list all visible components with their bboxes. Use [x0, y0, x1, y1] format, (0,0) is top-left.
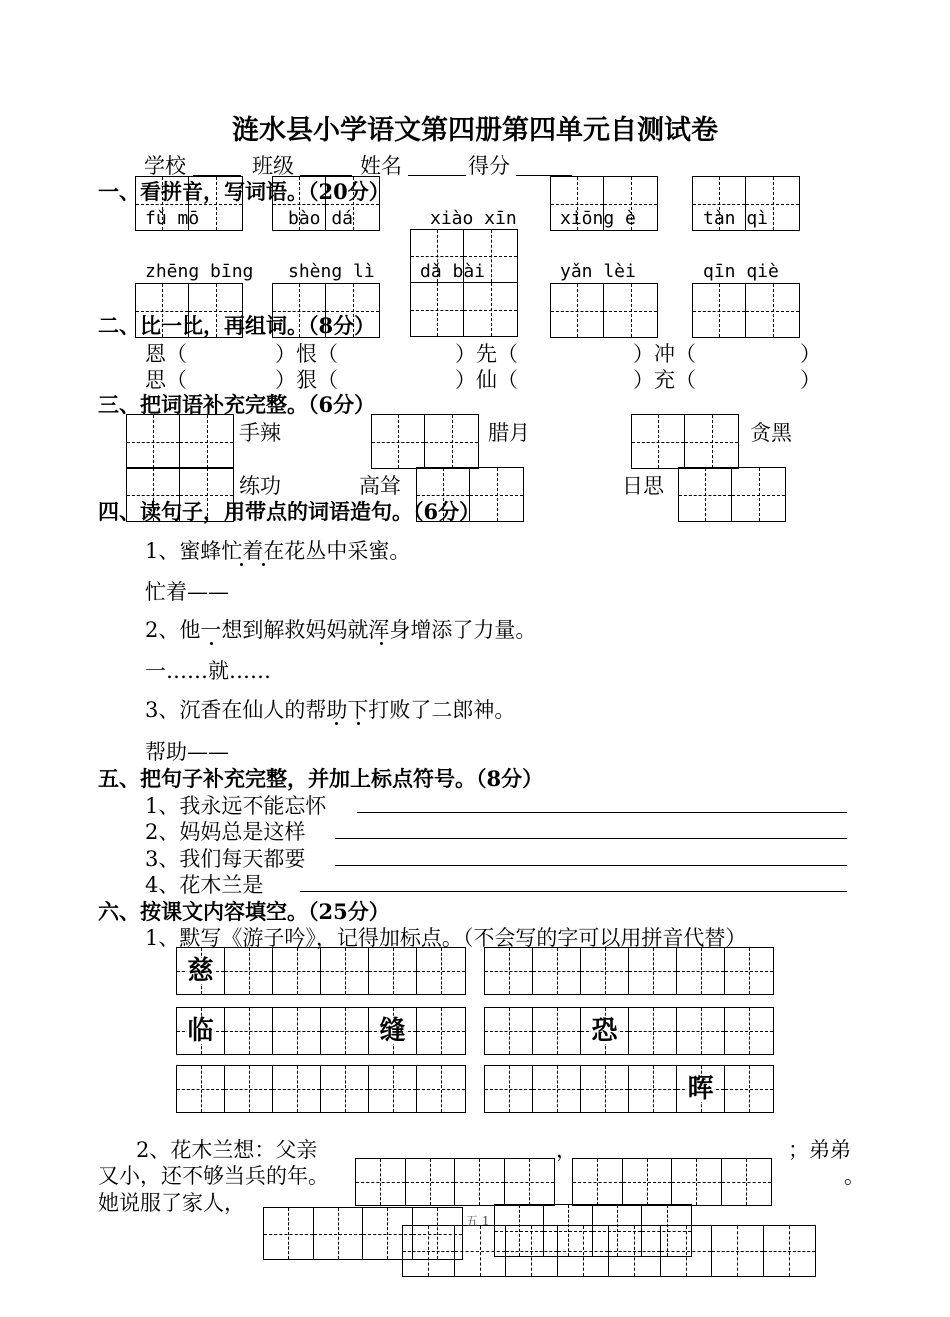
score-label: 得分 [468, 154, 510, 178]
page-title: 涟水县小学语文第四册第四单元自测试卷 [232, 115, 718, 146]
idiom-word: 日思 [622, 474, 664, 498]
emphasis-dot [335, 722, 338, 725]
compare-char: ）冲（ [633, 342, 696, 366]
pinyin-8: dǎ bài [420, 261, 486, 282]
section-2-heading: 二、比一比，再组词。（8分） [98, 313, 376, 338]
answer-line[interactable] [335, 838, 847, 839]
answer-grid[interactable] [263, 1207, 463, 1260]
idiom-word: 贪黑 [750, 421, 792, 445]
q2-semi: ；弟弟 [788, 1138, 851, 1162]
school-label: 学校 [144, 154, 186, 178]
emphasis-dot [357, 722, 360, 725]
compare-char: 恩（ [145, 342, 187, 366]
sentence: 3、沉香在仙人的帮助下打败了二郎神。 [145, 698, 516, 722]
pinyin-2: bào dá [288, 208, 354, 229]
idiom-word: 练功 [239, 474, 281, 498]
answer-grid[interactable] [135, 176, 243, 231]
emphasis-dot [240, 563, 243, 566]
prompt: 帮助—— [145, 740, 229, 764]
complete-item: 4、花木兰是 [145, 873, 264, 897]
sentence: 1、蜜蜂忙着在花丛中采蜜。 [145, 539, 411, 563]
poem-grid[interactable] [176, 1007, 466, 1055]
page-number: 五 1 [466, 1214, 490, 1228]
pinyin-1: fǔ mō [145, 208, 200, 229]
section-4-heading: 四、读句子，用带点的词语造句。（6分） [98, 499, 481, 524]
emphasis-dot [262, 563, 265, 566]
emphasis-dot [380, 642, 383, 645]
prompt: 一……就…… [145, 659, 271, 683]
compare-char: ） [800, 342, 821, 366]
complete-item: 2、妈妈总是这样 [145, 820, 306, 844]
given-char: 缝 [379, 1016, 406, 1046]
answer-line[interactable] [335, 865, 847, 866]
q2-line2: 又小，还不够当兵的年。 [98, 1164, 329, 1188]
answer-grid[interactable] [410, 229, 518, 337]
answer-line[interactable] [357, 812, 847, 813]
pinyin-5: tàn qì [703, 208, 769, 229]
compare-char: ）狠（ [275, 368, 338, 392]
complete-item: 3、我们每天都要 [145, 847, 306, 871]
idiom-word: 手辣 [239, 421, 281, 445]
given-char: 慈 [187, 956, 214, 986]
section-5-heading: 五、把句子补充完整，并加上标点符号。（8分） [98, 766, 544, 791]
answer-grid[interactable] [692, 176, 800, 231]
compare-char: ）先（ [455, 342, 518, 366]
poem-grid[interactable] [484, 947, 774, 995]
section-3-heading: 三、把词语补充完整。（6分） [98, 392, 376, 417]
answer-grid[interactable] [572, 1158, 772, 1206]
answer-grid[interactable] [272, 176, 380, 231]
compare-char: ）仙（ [455, 368, 518, 392]
class-label: 班级 [252, 154, 294, 178]
answer-grid[interactable] [678, 467, 786, 522]
answer-grid[interactable] [371, 414, 479, 469]
section-6-heading: 六、按课文内容填空。（25分） [98, 899, 390, 924]
section-1-heading: 一、看拼音，写词语。（20分） [98, 179, 390, 204]
poem-instruction: 1、默写《游子吟》，记得加标点。（不会写的字可以用拼音代替） [145, 926, 747, 950]
complete-item: 1、我永远不能忘怀 [145, 794, 327, 818]
answer-grid[interactable] [126, 414, 234, 469]
pinyin-4: xiōng è [560, 208, 636, 229]
pinyin-3: xiào xīn [430, 208, 517, 229]
answer-grid[interactable] [355, 1158, 555, 1206]
idiom-word: 高耸 [359, 474, 401, 498]
sentence: 2、他一想到解救妈妈就浑身增添了力量。 [145, 618, 537, 642]
name-blank[interactable] [408, 175, 466, 176]
answer-grid[interactable] [550, 176, 658, 231]
compare-char: ）充（ [633, 368, 696, 392]
answer-grid[interactable] [631, 414, 739, 469]
q2-comma: ， [556, 1138, 577, 1162]
answer-line[interactable] [300, 891, 847, 892]
poem-grid[interactable] [176, 1065, 466, 1113]
q2-period: 。 [844, 1164, 865, 1188]
pinyin-7: shèng lì [288, 261, 375, 282]
compare-char: ） [800, 368, 821, 392]
given-char: 晖 [687, 1074, 714, 1104]
given-char: 临 [187, 1016, 214, 1046]
pinyin-6: zhēng bīng [145, 261, 254, 282]
answer-grid[interactable] [494, 1204, 692, 1257]
compare-char: ）恨（ [275, 342, 338, 366]
pinyin-9: yǎn lèi [560, 261, 636, 282]
given-char: 恐 [591, 1016, 618, 1046]
answer-grid[interactable] [550, 283, 658, 338]
q2-line3: 她说服了家人， [98, 1191, 245, 1215]
q2-start: 2、花木兰想：父亲 [136, 1138, 318, 1162]
poem-grid[interactable] [484, 1007, 774, 1055]
poem-grid[interactable] [484, 1065, 774, 1113]
answer-grid[interactable] [692, 283, 800, 338]
pinyin-10: qīn qiè [703, 261, 779, 282]
name-label: 姓名 [360, 154, 402, 178]
idiom-word: 腊月 [488, 421, 530, 445]
poem-grid[interactable] [176, 947, 466, 995]
prompt: 忙着—— [145, 580, 229, 604]
compare-char: 思（ [145, 368, 187, 392]
emphasis-dot [210, 642, 213, 645]
